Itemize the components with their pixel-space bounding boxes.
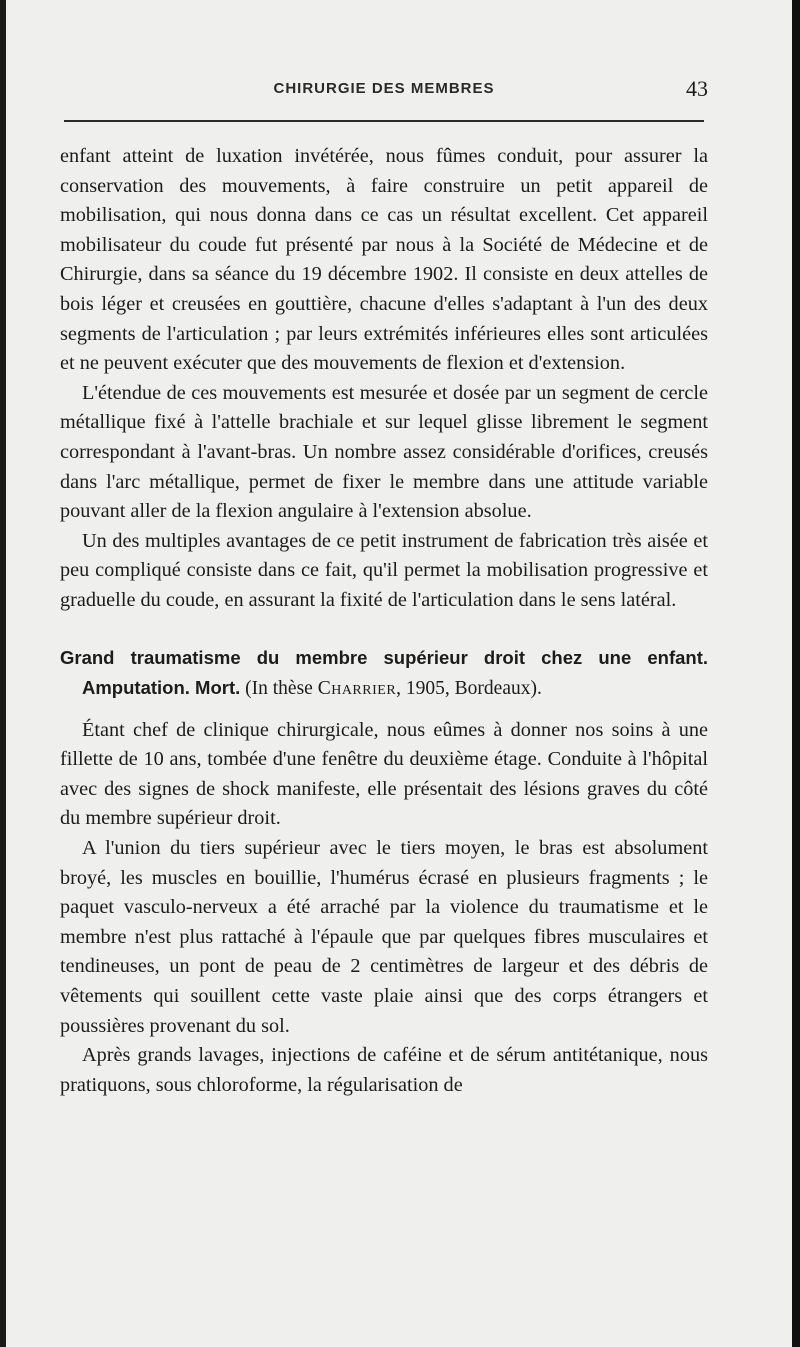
page-header bbox=[60, 78, 708, 102]
paragraph: A l'union du tiers supérieur avec le tiers moyen, le bras est absolument broyé, les muscles en bouillie, l'humérus écrasé en plusieurs fragments ; le paquet vasculo-nerveux a été arraché par la violence du traumatisme et le membre n'est plus rattaché à l'épaule que par quelques fibres musculaires et tendineuses, un pont de peau de 2 centimètres de largeur et des débris de vêtements qui souillent cette vaste plaie ainsi que des corps étrangers et poussières provenant du sol. bbox=[60, 837, 708, 1037]
book-page bbox=[6, 0, 792, 1347]
header-rule bbox=[64, 120, 704, 122]
paragraph-continued: enfant atteint de luxation invétérée, nous fûmes conduit, pour assurer la conservation des mouvements, à faire construire un petit appareil de mobilisation, qui nous donna dans ce cas un résultat excellent. Cet appareil mobilisateur du coude fut présenté par nous à la Société de Médecine et de Chirurgie, dans sa séance du 19 décembre 1902. Il consiste en deux attelles de bois léger et creusées en gouttière, chacune d'elles s'adaptant à l'un des deux segments de l'articulation ; par leurs extrémités inférieures elles sont articulées et ne peuvent exécuter que des mouvements de flexion et d'extension. bbox=[60, 145, 708, 375]
section-heading-ref-author: Charrier bbox=[317, 678, 397, 700]
page-number: 43 bbox=[686, 76, 708, 101]
page-edge-shadow bbox=[792, 0, 800, 1347]
section-heading-title: Grand traumatisme du membre supérieur droit chez une enfant. Amputation. Mort. bbox=[60, 646, 708, 699]
page-body bbox=[60, 142, 708, 1100]
section-heading-ref-suffix: , 1905, Bordeaux). bbox=[396, 678, 542, 700]
paragraph: Un des multiples avantages de ce petit instrument de fabrication très aisée et peu compliqué consiste dans ce fait, qu'il permet la mobilisation progressive et graduelle du coude, en assurant la fixité de l'articulation dans le sens latéral. bbox=[60, 529, 708, 611]
running-title: CHIRURGIE DES MEMBRES bbox=[273, 80, 495, 97]
paragraph: L'étendue de ces mouvements est mesurée et dosée par un segment de cercle métallique fixé à l'attelle brachiale et sur lequel glisse librement le segment correspondant à l'avant-bras. Un nombre assez considérable d'orifices, creusés dans l'arc métallique, permet de fixer le membre dans une attitude variable pouvant aller de la flexion angulaire à l'extension absolue. bbox=[60, 381, 708, 523]
section-heading bbox=[60, 643, 708, 704]
paragraph: Étant chef de clinique chirurgicale, nous eûmes à donner nos soins à une fillette de 10 ans, tombée d'une fenêtre du deuxième étage. Conduite à l'hôpital avec des signes de shock manifeste, elle présentait des lésions graves du côté du membre supérieur droit. bbox=[60, 718, 708, 830]
section-heading-ref-prefix: (In thèse bbox=[240, 678, 318, 700]
paragraph: Après grands lavages, injections de caféine et de sérum antitétanique, nous pratiquons, sous chloroforme, la régularisation de bbox=[60, 1044, 708, 1096]
